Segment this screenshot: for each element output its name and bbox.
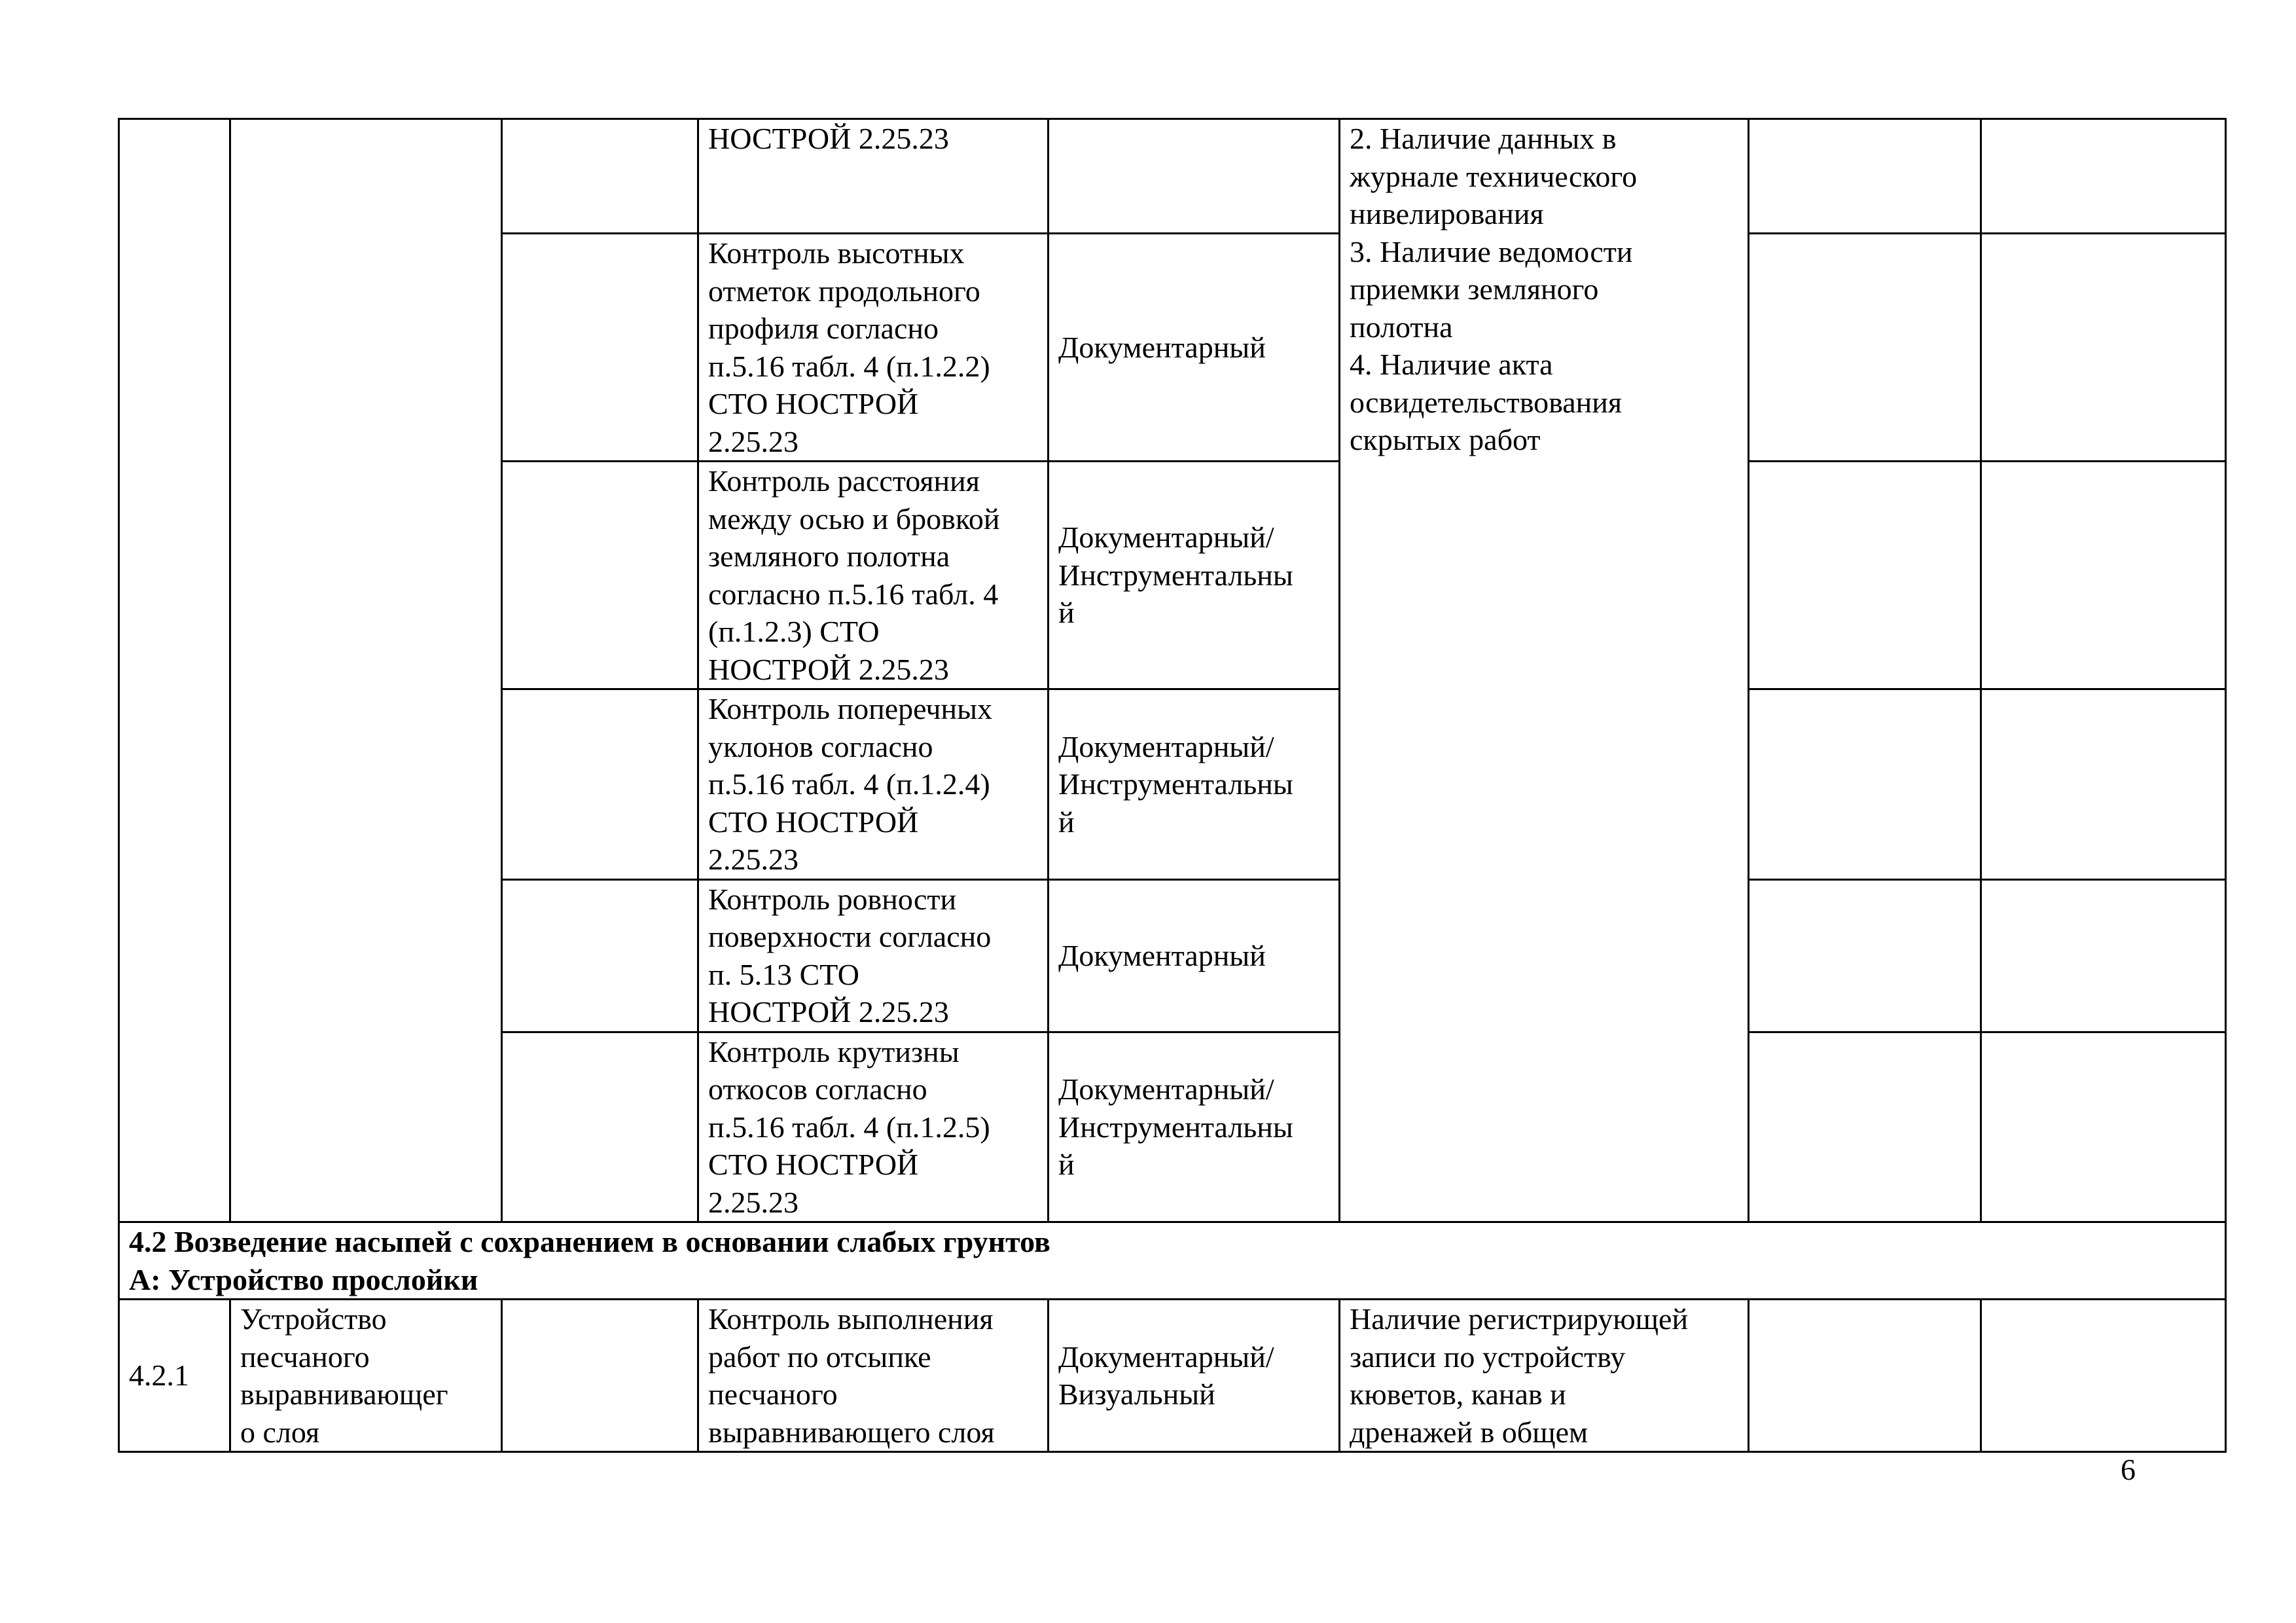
param-line: поверхности согласно bbox=[708, 920, 992, 953]
param-line: песчаного bbox=[708, 1377, 838, 1411]
work-cell bbox=[230, 1300, 502, 1452]
req-line: скрытых работ bbox=[1350, 423, 1541, 456]
req-line: приемки земляного bbox=[1350, 272, 1599, 306]
empty-cell bbox=[502, 119, 698, 234]
req-line: 4. Наличие акта bbox=[1350, 348, 1553, 381]
req-line: кюветов, канав и bbox=[1350, 1377, 1566, 1411]
param-line: (п.1.2.3) СТО bbox=[708, 615, 880, 648]
section-header-row bbox=[119, 1222, 2226, 1300]
empty-cell bbox=[502, 1300, 698, 1452]
method-line: й bbox=[1058, 1148, 1075, 1181]
param-cell bbox=[698, 1032, 1049, 1222]
method-cell bbox=[1049, 119, 1340, 234]
method-line: Инструментальны bbox=[1058, 558, 1293, 592]
method-line: й bbox=[1058, 805, 1075, 839]
method-cell bbox=[1049, 234, 1340, 462]
method-cell bbox=[1049, 1032, 1340, 1222]
param-cell bbox=[698, 119, 1049, 234]
method-cell bbox=[1049, 1300, 1340, 1452]
param-line: земляного полотна bbox=[708, 539, 950, 573]
param-line: п.5.16 табл. 4 (п.1.2.4) bbox=[708, 767, 990, 801]
param-cell bbox=[698, 462, 1049, 689]
param-cell bbox=[698, 689, 1049, 880]
inspection-table bbox=[118, 118, 2227, 1453]
param-line: НОСТРОЙ 2.25.23 bbox=[708, 995, 949, 1029]
param-line: НОСТРОЙ 2.25.23 bbox=[708, 122, 949, 155]
empty-cell bbox=[1749, 119, 1981, 234]
param-line: Контроль высотных bbox=[708, 236, 965, 270]
param-line: Контроль поперечных bbox=[708, 692, 993, 725]
empty-cell bbox=[1981, 1032, 2226, 1222]
param-line: согласно п.5.16 табл. 4 bbox=[708, 577, 999, 611]
param-line: п. 5.13 СТО bbox=[708, 957, 860, 991]
section-header-cell bbox=[119, 1222, 2226, 1300]
number-cell bbox=[119, 1300, 230, 1452]
method-line: Документарный bbox=[1058, 330, 1266, 364]
empty-cell bbox=[1981, 462, 2226, 689]
param-line: 2.25.23 bbox=[708, 843, 798, 876]
method-cell bbox=[1049, 879, 1340, 1032]
method-line: Инструментальны bbox=[1058, 767, 1293, 801]
param-line: откосов согласно bbox=[708, 1072, 927, 1106]
empty-cell bbox=[1749, 1032, 1981, 1222]
param-line: Контроль ровности bbox=[708, 882, 957, 916]
empty-cell bbox=[1749, 234, 1981, 462]
empty-cell bbox=[1981, 119, 2226, 234]
method-cell bbox=[1049, 462, 1340, 689]
req-line: журнале технического bbox=[1350, 159, 1638, 193]
param-line: Контроль крутизны bbox=[708, 1034, 960, 1068]
method-line: Документарный/ bbox=[1058, 520, 1274, 555]
param-line: п.5.16 табл. 4 (п.1.2.2) bbox=[708, 349, 990, 383]
param-line: НОСТРОЙ 2.25.23 bbox=[708, 652, 949, 686]
req-line: записи по устройству bbox=[1350, 1340, 1626, 1374]
param-line: профиля согласно bbox=[708, 312, 939, 345]
section-subtitle: А: Устройство прослойки bbox=[129, 1262, 478, 1296]
param-line: Контроль выполнения bbox=[708, 1302, 994, 1336]
section-title: 4.2 Возведение насыпей с сохранением в основании слабых грунтов bbox=[129, 1225, 1050, 1258]
method-cell bbox=[1049, 689, 1340, 880]
table-row bbox=[119, 119, 2226, 234]
req-line: нивелирования bbox=[1350, 197, 1544, 230]
requirements-cell bbox=[1340, 1300, 1749, 1452]
param-cell bbox=[698, 234, 1049, 462]
method-line: Инструментальны bbox=[1058, 1110, 1293, 1144]
param-line: выравнивающего слоя bbox=[708, 1415, 995, 1449]
param-line: 2.25.23 bbox=[708, 424, 798, 458]
param-line: СТО НОСТРОЙ bbox=[708, 387, 919, 420]
work-line: песчаного bbox=[240, 1340, 370, 1374]
param-cell bbox=[698, 1300, 1049, 1452]
param-line: между осью и бровкой bbox=[708, 501, 1000, 536]
table-row bbox=[119, 1300, 2226, 1452]
req-line: освидетельствования bbox=[1350, 385, 1623, 419]
empty-cell bbox=[1981, 879, 2226, 1032]
empty-cell bbox=[502, 879, 698, 1032]
method-line: Документарный bbox=[1058, 938, 1266, 972]
req-line: Наличие регистрирующей bbox=[1350, 1302, 1689, 1336]
param-line: уклонов согласно bbox=[708, 729, 933, 763]
param-cell bbox=[698, 879, 1049, 1032]
empty-cell bbox=[1981, 689, 2226, 880]
req-line: полотна bbox=[1350, 310, 1453, 344]
method-line: Визуальный bbox=[1058, 1377, 1215, 1411]
page-number: 6 bbox=[2121, 1453, 2136, 1486]
param-line: СТО НОСТРОЙ bbox=[708, 1148, 919, 1181]
empty-cell bbox=[1981, 234, 2226, 462]
work-line: о слоя bbox=[240, 1415, 320, 1449]
requirements-cell bbox=[1340, 119, 1749, 1222]
param-line: работ по отсыпке bbox=[708, 1340, 931, 1374]
method-line: Документарный/ bbox=[1058, 1340, 1274, 1374]
work-cell bbox=[230, 119, 502, 1222]
empty-cell bbox=[1749, 879, 1981, 1032]
work-line: выравнивающег bbox=[240, 1377, 448, 1411]
method-line: Документарный/ bbox=[1058, 729, 1274, 763]
req-line: 2. Наличие данных в bbox=[1350, 122, 1617, 155]
work-line: Устройство bbox=[240, 1302, 387, 1336]
param-line: отметок продольного bbox=[708, 274, 980, 308]
empty-cell bbox=[502, 1032, 698, 1222]
param-line: СТО НОСТРОЙ bbox=[708, 805, 919, 839]
method-line: й bbox=[1058, 596, 1075, 630]
empty-cell bbox=[1749, 1300, 1981, 1452]
req-line: 3. Наличие ведомости bbox=[1350, 234, 1633, 268]
empty-cell bbox=[502, 689, 698, 880]
empty-cell bbox=[1981, 1300, 2226, 1452]
empty-cell bbox=[502, 462, 698, 689]
method-line: Документарный/ bbox=[1058, 1072, 1274, 1106]
empty-cell bbox=[502, 234, 698, 462]
param-line: 2.25.23 bbox=[708, 1185, 798, 1219]
param-line: п.5.16 табл. 4 (п.1.2.5) bbox=[708, 1110, 990, 1144]
empty-cell bbox=[1749, 462, 1981, 689]
empty-cell bbox=[1749, 689, 1981, 880]
param-line: Контроль расстояния bbox=[708, 464, 980, 498]
req-line: дренажей в общем bbox=[1350, 1415, 1588, 1449]
number-cell bbox=[119, 119, 230, 1222]
item-number: 4.2.1 bbox=[129, 1359, 189, 1393]
